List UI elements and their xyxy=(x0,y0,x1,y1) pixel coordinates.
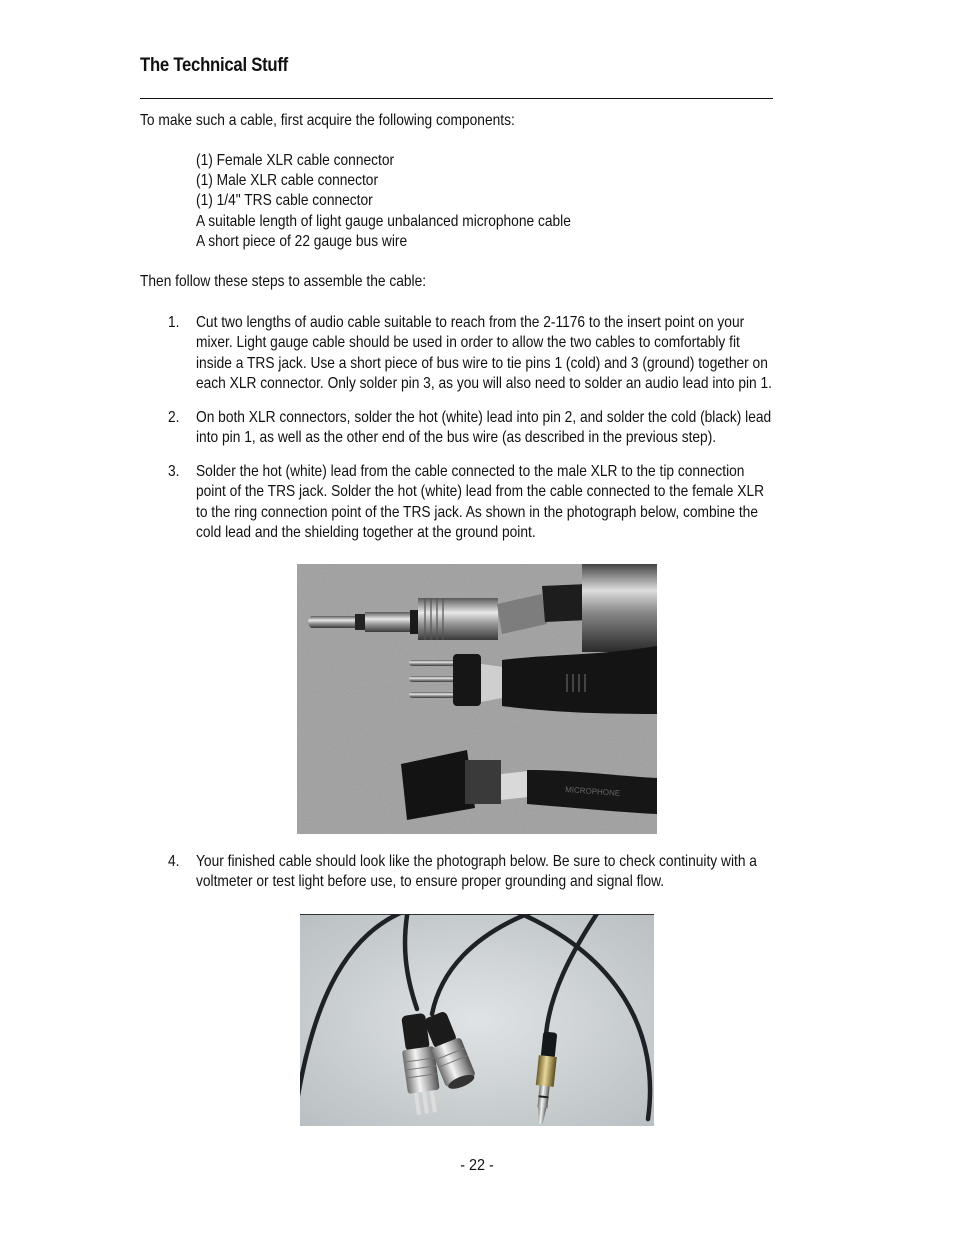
step-line: inside a TRS jack. Use a short piece of bus wire to tie pins 1 (cold) and 3 (ground) together on xyxy=(196,354,768,372)
step-text xyxy=(196,408,815,449)
component-item: A suitable length of light gauge unbalanced microphone cable xyxy=(196,213,571,230)
step-number: 3. xyxy=(168,463,180,480)
finished-cable-illustration xyxy=(300,914,654,1126)
component-item: (1) 1/4" TRS cable connector xyxy=(196,192,373,209)
step-line: Your finished cable should look like the photograph below. Be sure to check continuity with a xyxy=(196,853,757,870)
component-item: (1) Female XLR cable connector xyxy=(196,152,395,169)
step-number: 1. xyxy=(168,314,180,331)
step-number: 4. xyxy=(168,853,180,870)
step-line: cold lead and the shielding together at the ground point. xyxy=(196,523,536,541)
step-line: point of the TRS jack. Solder the hot (white) lead from the cable connected to the female XLR xyxy=(196,483,765,501)
step-line: On both XLR connectors, solder the hot (white) lead into pin 2, and solder the cold (black) lead xyxy=(196,409,772,426)
step-line: Cut two lengths of audio cable suitable to reach from the 2-1176 to the insert point on your xyxy=(196,314,745,331)
connector-wiring-illustration xyxy=(297,564,657,834)
header-rule xyxy=(140,98,773,99)
finished-cable-photo xyxy=(300,914,654,1126)
step-text xyxy=(196,313,815,394)
steps-intro-paragraph: Then follow these steps to assemble the cable: xyxy=(140,273,427,290)
step-line: to the ring connection point of the TRS jack. As shown in the photograph below, combine the xyxy=(196,503,758,521)
page-number: - 22 - xyxy=(460,1157,494,1174)
component-item: A short piece of 22 gauge bus wire xyxy=(196,233,408,250)
step-line: Solder the hot (white) lead from the cable connected to the male XLR to the tip connection xyxy=(196,463,745,480)
step-line: mixer. Light gauge cable should be used in order to allow the two cables to comfortably fit xyxy=(196,334,740,352)
intro-paragraph: To make such a cable, first acquire the following components: xyxy=(140,112,515,129)
step-text xyxy=(196,852,815,893)
svg-text:MICROPHONE: MICROPHONE xyxy=(564,785,621,798)
component-item: (1) Male XLR cable connector xyxy=(196,172,379,189)
step-text xyxy=(196,462,815,543)
step-line: into pin 1, as well as the other end of the bus wire (as described in the previous step). xyxy=(196,429,717,447)
step-line: voltmeter or test light before use, to ensure proper grounding and signal flow. xyxy=(196,873,665,891)
page-title: The Technical Stuff xyxy=(140,55,288,76)
step-line: each XLR connector. Only solder pin 3, as you will also need to solder an audio lead into pin 1. xyxy=(196,374,772,392)
connector-wiring-photo xyxy=(297,564,657,834)
step-number: 2. xyxy=(168,409,180,426)
